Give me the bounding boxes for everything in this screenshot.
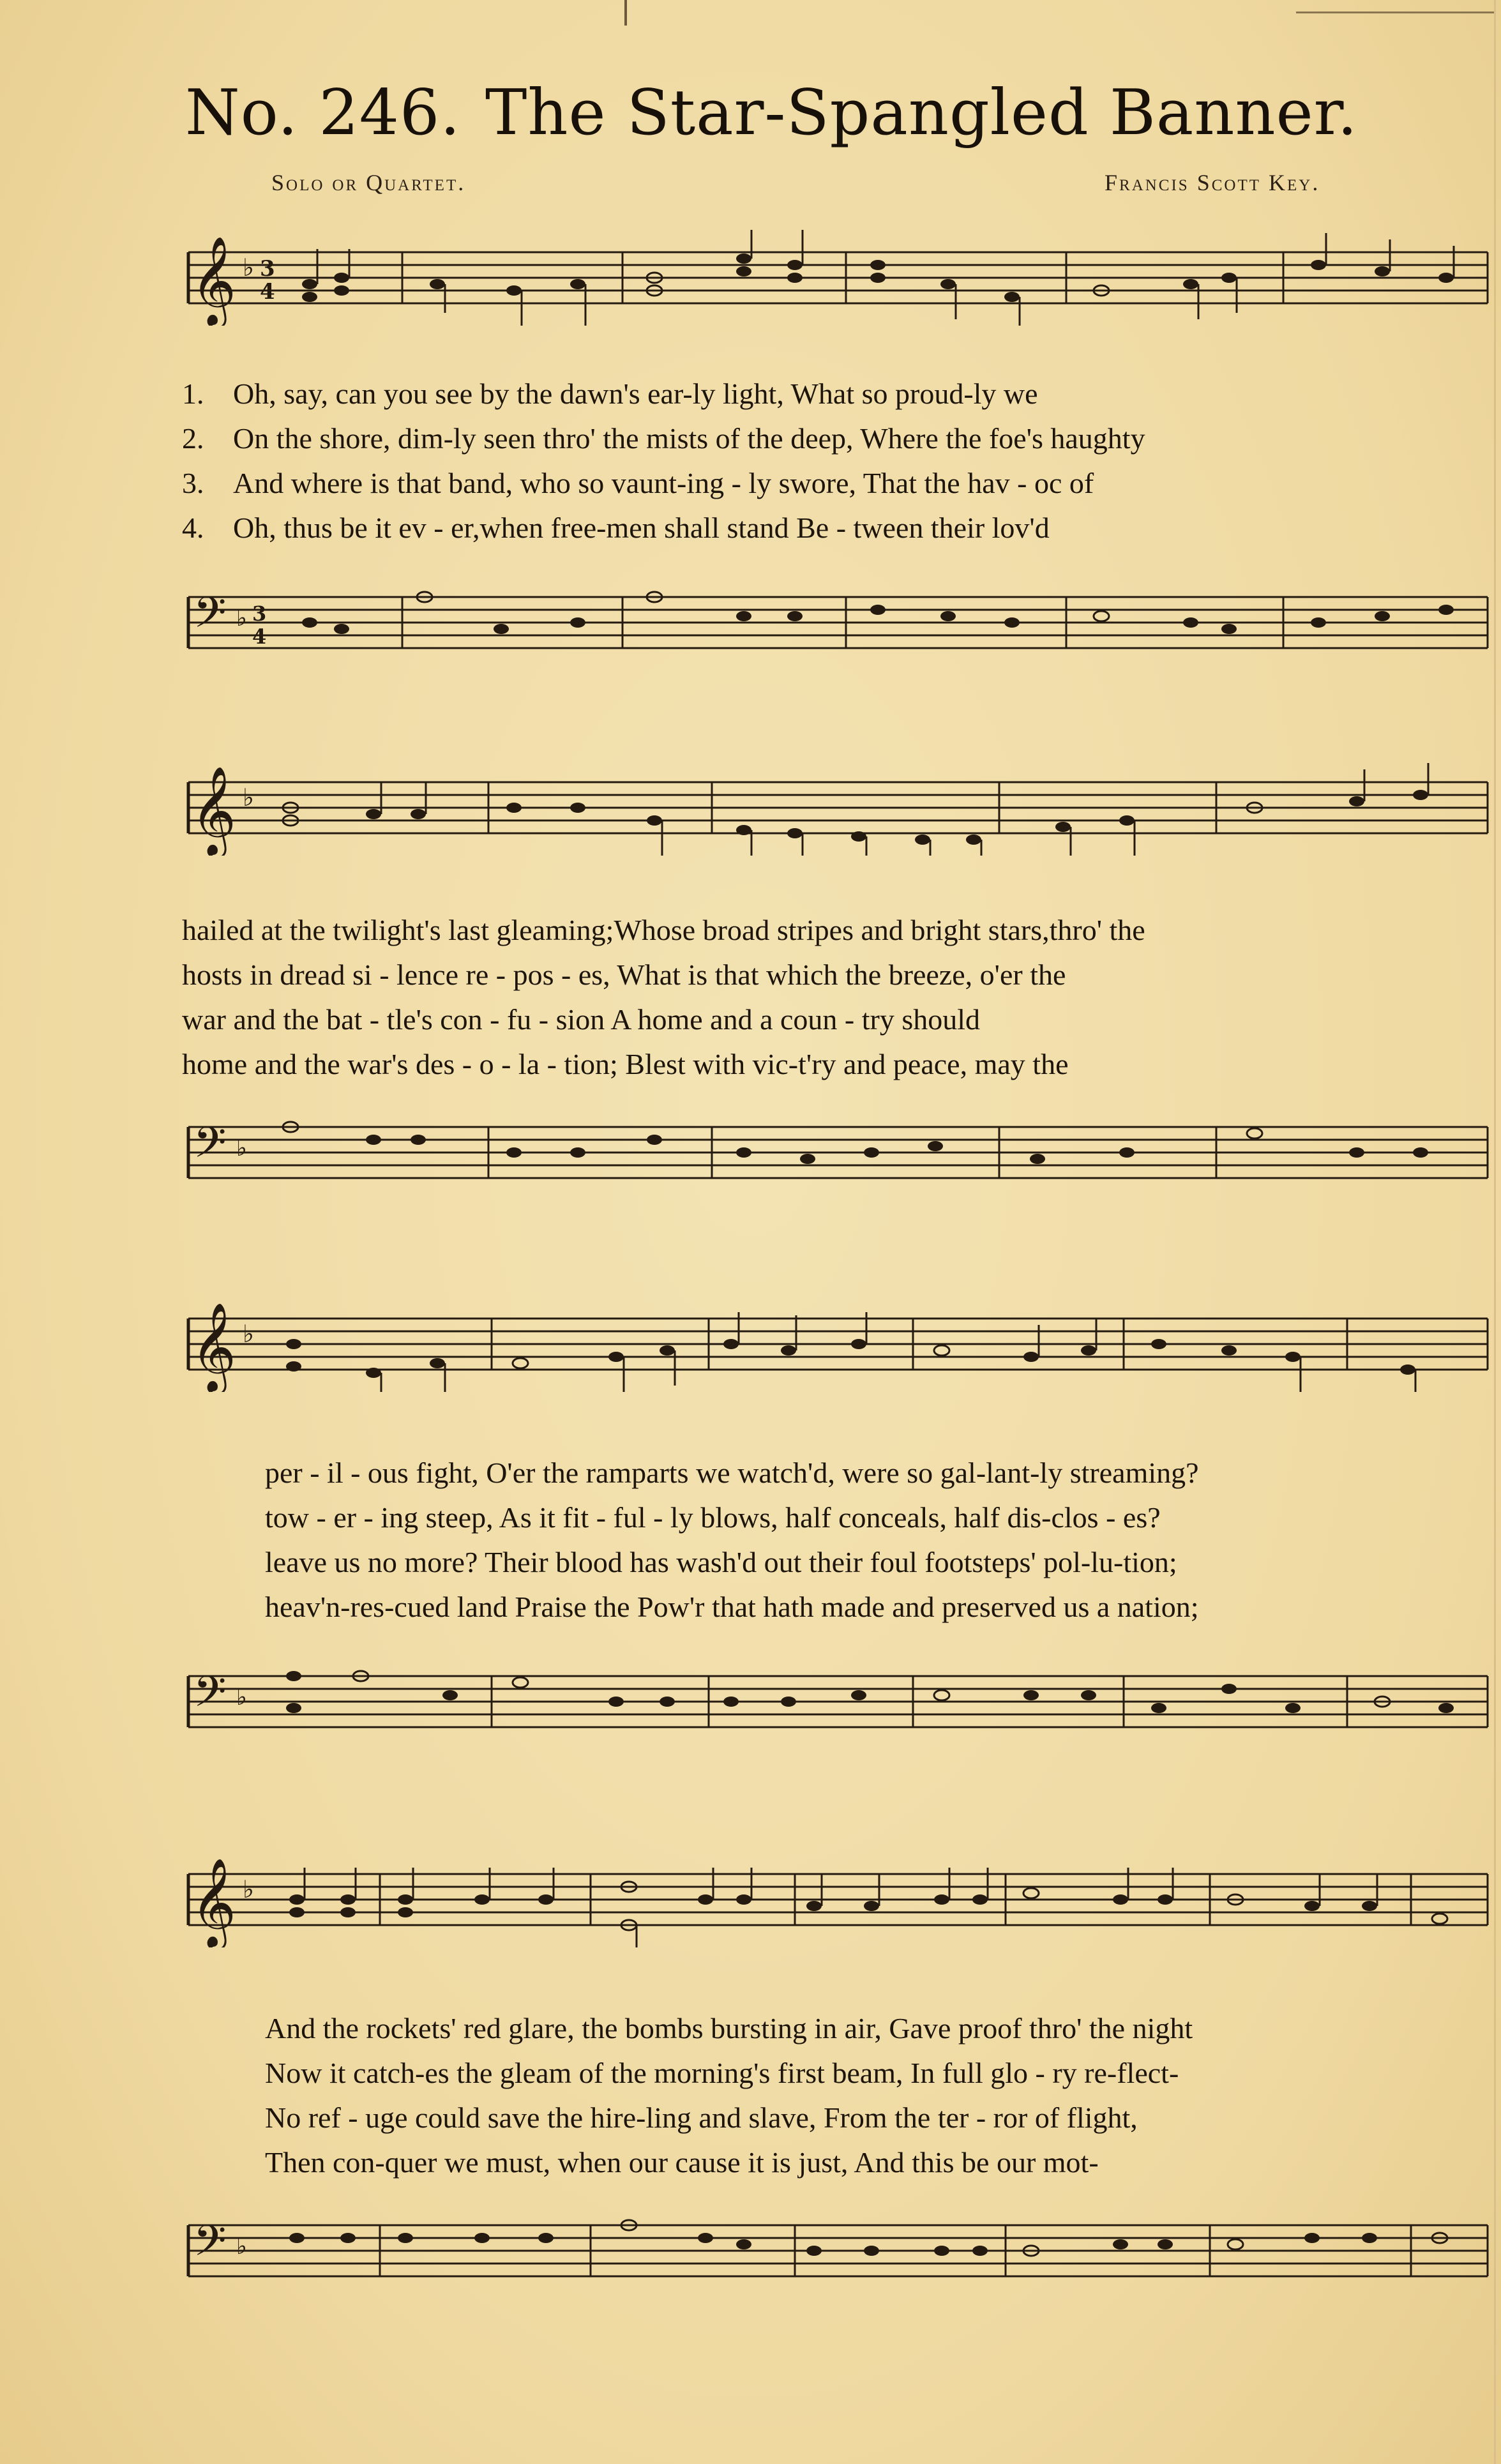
bass-staff-4 [182, 2190, 1491, 2286]
svg-text:𝄢: 𝄢 [193, 1667, 227, 1727]
music-system-1 [182, 217, 1491, 715]
lyric-line: heav'n-res-cued land Praise the Pow'r that hath made and preserved us a nation; [265, 1591, 1199, 1623]
svg-text:𝄢: 𝄢 [193, 1118, 227, 1177]
lyric-line: home and the war's des - o - la - tion; Blest with vic-t'ry and peace, may the [182, 1048, 1069, 1080]
svg-text:♭: ♭ [243, 1320, 254, 1348]
time-sig-bottom: 4 [260, 279, 275, 305]
svg-text:♭: ♭ [243, 253, 254, 282]
hymn-number: No. 246. [185, 77, 461, 149]
binding-mark [624, 0, 627, 26]
hymn-title: The Star-Spangled Banner. [485, 77, 1358, 149]
treble-staff-2 [182, 760, 1491, 856]
lyric-line: Then con-quer we must, when our cause it is just, And this be our mot- [265, 2146, 1099, 2179]
svg-text:♭: ♭ [236, 1135, 247, 1161]
lyric-line: tow - er - ing steep, As it fit - ful - ly blows, half conceals, half dis-clos - es? [265, 1501, 1161, 1534]
bass-staff-3 [182, 1654, 1491, 1750]
arrangement-label: Solo or Quartet. [271, 170, 466, 195]
page-edge [1494, 0, 1496, 2464]
treble-staff-1 [182, 230, 1491, 326]
treble-staff-4 [182, 1852, 1491, 1947]
lyric-line: 4. Oh, thus be it ev - er,when free-men shall stand Be - tween their lov'd [182, 511, 1050, 544]
lyric-line: war and the bat - tle's con - fu - sion A home and a coun - try should [182, 1003, 980, 1036]
lyric-line: And the rockets' red glare, the bombs bursting in air, Gave proof thro' the night [265, 2012, 1193, 2045]
lyric-line: 3. And where is that band, who so vaunt-ing - ly swore, That the hav - oc of [182, 467, 1094, 499]
svg-text:♭: ♭ [236, 605, 247, 631]
treble-staff-3 [182, 1296, 1491, 1392]
lyric-line: 1. Oh, say, can you see by the dawn's ear-ly light, What so proud-ly we [182, 377, 1038, 410]
lyric-line: hailed at the twilight's last gleaming;Whose broad stripes and bright stars,thro' the [182, 914, 1145, 946]
svg-text:𝄞: 𝄞 [191, 1858, 236, 1947]
music-system-2 [182, 747, 1491, 1245]
svg-text:𝄞: 𝄞 [191, 766, 236, 855]
music-system-4 [182, 1839, 1491, 2414]
svg-text:♭: ♭ [243, 783, 254, 812]
svg-text:𝄞: 𝄞 [191, 236, 236, 325]
svg-text:♭: ♭ [236, 2233, 247, 2260]
svg-text:♭: ♭ [236, 1684, 247, 1711]
lyric-line: per - il - ous fight, O'er the ramparts we watch'd, were so gal-lant-ly streaming? [265, 1456, 1199, 1489]
time-sig-top: 3 [260, 256, 275, 282]
svg-text:3: 3 [252, 601, 267, 626]
svg-text:𝄞: 𝄞 [191, 1303, 236, 1391]
lyric-line: leave us no more? Their blood has wash'd out their foul footsteps' pol-lu-tion; [265, 1546, 1177, 1578]
header-rule [1296, 11, 1494, 13]
author-label: Francis Scott Key. [1105, 170, 1320, 195]
music-system-3 [182, 1283, 1491, 1788]
hymn-title-line [185, 77, 1358, 166]
svg-text:4: 4 [252, 624, 267, 649]
bass-staff-1 [182, 575, 1491, 670]
svg-text:𝄢: 𝄢 [193, 588, 227, 647]
svg-text:♭: ♭ [243, 1875, 254, 1903]
lyric-line: Now it catch-es the gleam of the morning's first beam, In full glo - ry re-flect- [265, 2057, 1179, 2089]
bass-staff-2 [182, 1105, 1491, 1200]
lyric-line: hosts in dread si - lence re - pos - es, What is that which the breeze, o'er the [182, 958, 1066, 991]
lyric-line: No ref - uge could save the hire-ling and slave, From the ter - ror of flight, [265, 2101, 1138, 2134]
lyric-line: 2. On the shore, dim-ly seen thro' the mists of the deep, Where the foe's haughty [182, 422, 1145, 455]
svg-text:𝄢: 𝄢 [193, 2216, 227, 2276]
